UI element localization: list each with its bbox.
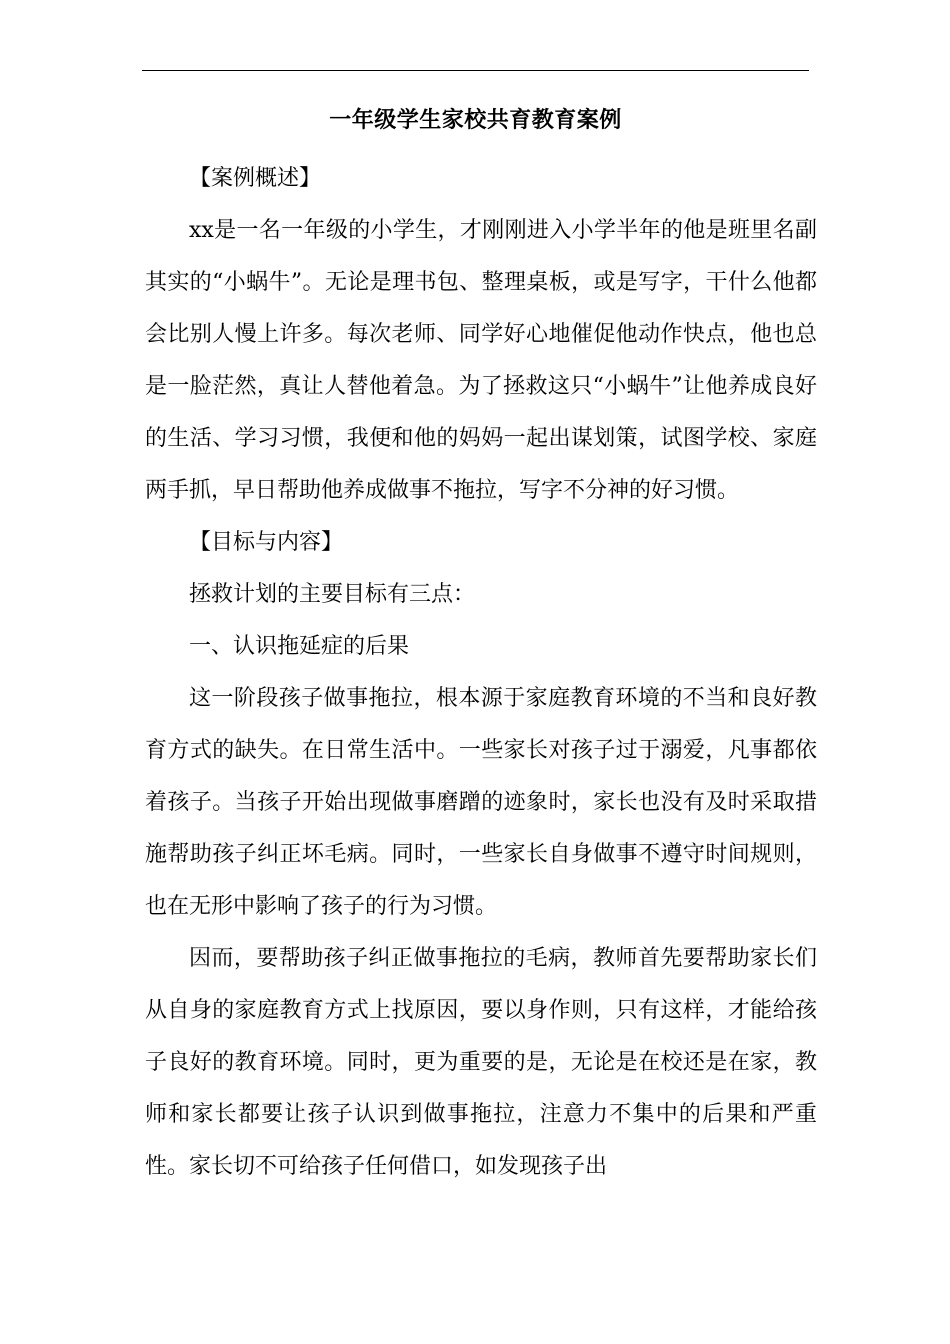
section-heading-overview: 【案例概述】 bbox=[189, 166, 322, 191]
document-title: 一年级学生家校共育教育案例 bbox=[329, 107, 622, 133]
header-rule bbox=[142, 70, 809, 71]
subheading-consequences: 一、认识拖延症的后果 bbox=[189, 634, 410, 659]
paragraph-causes: 这一阶段孩子做事拖拉，根本源于家庭教育环境的不当和良好教育方式的缺失。在日常生活中。一些家长对孩子过于溺爱，凡事都依着孩子。当孩子开始出现做事磨蹭的迹象时，家长也没有及时采取措施帮助孩子纠正坏毛病。同时，一些家长自身做事不遵守时间规则，也在无形中影响了孩子的行为习惯。 bbox=[145, 686, 817, 919]
section-heading-goals: 【目标与内容】 bbox=[189, 530, 344, 555]
document-body bbox=[145, 153, 817, 1193]
paragraph-goals-intro: 拯救计划的主要目标有三点： bbox=[189, 582, 476, 607]
paragraph-solution: 因而，要帮助孩子纠正做事拖拉的毛病，教师首先要帮助家长们从自身的家庭教育方式上找原因，要以身作则，只有这样，才能给孩子良好的教育环境。同时，更为重要的是，无论是在校还是在家，教师和家长都要让孩子认识到做事拖拉，注意力不集中的后果和严重性。家长切不可给孩子任何借口，如发现孩子出 bbox=[145, 946, 817, 1179]
paragraph-overview: xx是一名一年级的小学生，才刚刚进入小学半年的他是班里名副其实的“小蜗牛”。无论是理书包、整理桌板，或是写字，干什么他都会比别人慢上许多。每次老师、同学好心地催促他动作快点，他也总是一脸茫然，真让人替他着急。为了拯救这只“小蜗牛”让他养成良好的生活、学习习惯，我便和他的妈妈一起出谋划策，试图学校、家庭两手抓，早日帮助他养成做事不拖拉，写字不分神的好习惯。 bbox=[145, 218, 817, 503]
